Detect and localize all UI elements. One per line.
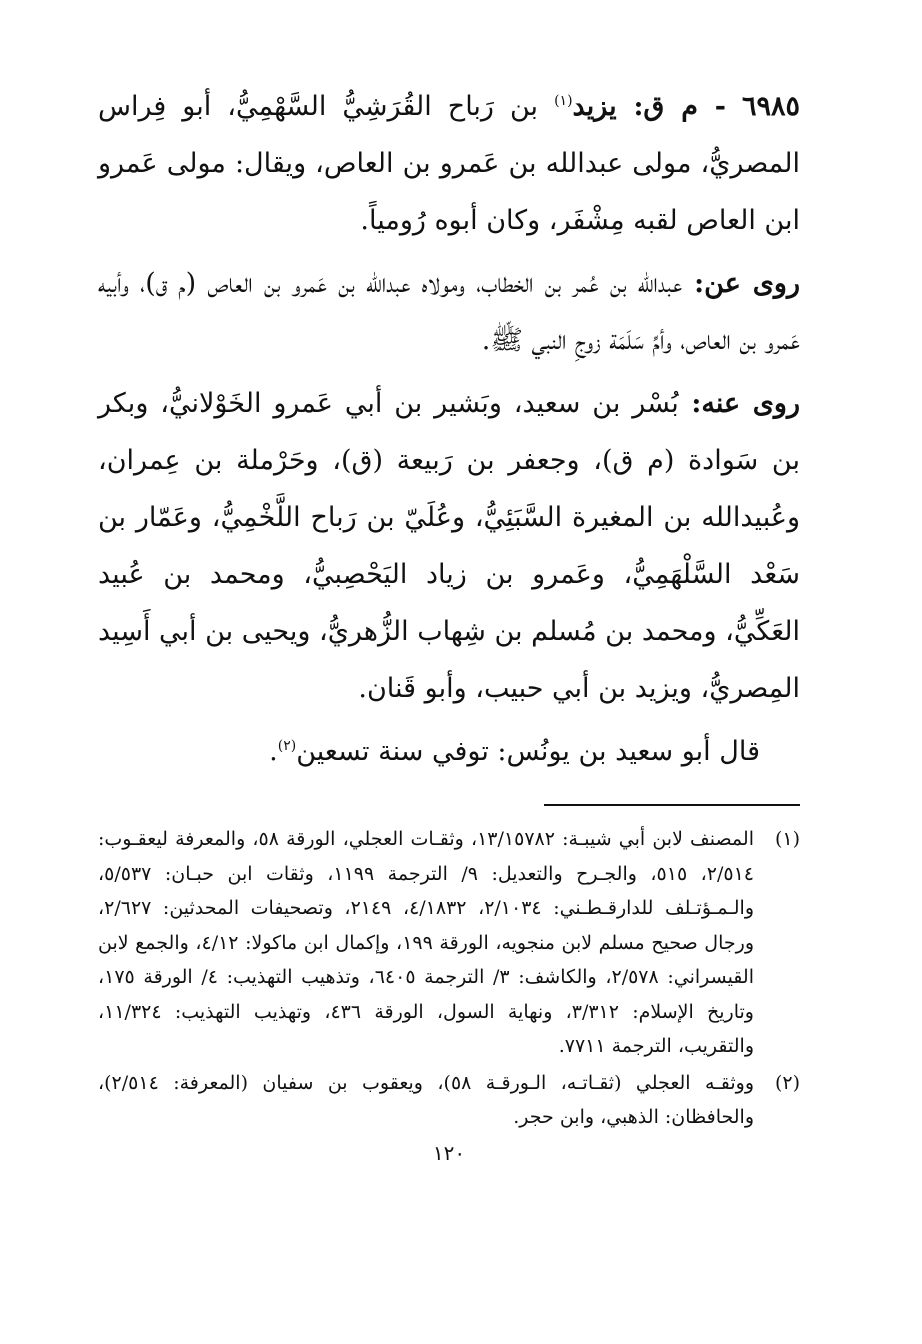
narrated-by-paragraph bbox=[98, 375, 800, 717]
entry-prefix: - م ق: bbox=[616, 91, 726, 122]
footnote-ref-2: (٢) bbox=[277, 738, 297, 754]
narrated-from-label: روى عن: bbox=[682, 268, 800, 299]
footnote-ref-1: (١) bbox=[554, 93, 573, 109]
closing-end: . bbox=[269, 736, 278, 767]
narrated-from-paragraph bbox=[98, 255, 800, 369]
closing-paragraph bbox=[98, 723, 800, 780]
entry-name: يزيد bbox=[572, 91, 617, 122]
footnote-text: المصنف لابن أبي شيبـة: ١٣/١٥٧٨٢، وثقـات العجلي، الورقة ٥٨، والمعرفة ليعقـوب: ٢/٥١٤، ٥١٥، والجـرح والتعديل: ٩/ الترجمة ١١٩٩، وثقات ابن حبـان: ٥/٥٣٧، والـمـؤتـلف للدارقـطـني: ٢/١٠٣٤، ٤/١٨٣٢، ٢١٤٩، وتصحيفات المحدثين: ٢/٦٢٧، ورجال صحيح مسلم لابن منجويه، الورقة ١٩٩، وإكمال ابن ماكولا: ٤/١٢، والجمع لابن القيسراني: ٢/٥٧٨، والكاشف: ٣/ الترجمة ٦٤٠٥، وتذهيب التهذيب: ٤/ الورقة ١٧٥، وتاريخ الإسلام: ٣/٣١٢، ونهاية السول، الورقة ٤٣٦، وتهذيب التهذيب: ١١/٣٢٤، والتقريب، الترجمة ٧٧١١. bbox=[98, 828, 755, 1057]
footnote-rule-wrap bbox=[98, 804, 800, 806]
footnote-number: (٢) bbox=[774, 1071, 800, 1094]
narrated-from-text: عبدالله بن عُمر بن الخطاب، ومولاه عبدالله بن عَمرو بن العاص (م ق)، وأبيه عَمرو بن العاص، وأمِّ سَلَمَة زوجِ النبي ﷺ. bbox=[98, 268, 800, 356]
footnote-1 bbox=[98, 822, 800, 1064]
narrated-by-label: روى عنه: bbox=[678, 388, 800, 419]
narrated-by-text: بُسْر بن سعيد، وبَشير بن أبي عَمرو الخَوْلانيُّ، وبكر بن سَوادة (م ق)، وجعفر بن رَبيعة (ق)، وحَرْملة بن عِمران، وعُبيدالله بن المغيرة السَّبَئِيُّ، وعُلَيّ بن رَباح اللَّخْمِيُّ، وعَمّار بن سَعْد السَّلْهَمِيُّ، وعَمرو بن زياد اليَحْصِبيُّ، ومحمد بن عُبيد العَكِّيُّ، ومحمد بن مُسلم بن شِهاب الزُّهريُّ، ويحيى بن أبي أَسِيد المِصريُّ، ويزيد بن أبي حبيب، وأبو قَنان. bbox=[98, 388, 800, 704]
main-text bbox=[98, 78, 800, 780]
footnotes bbox=[98, 822, 800, 1135]
entry-number: ٦٩٨٥ bbox=[741, 91, 800, 122]
closing-text: قال أبو سعيد بن يونُس: توفي سنة تسعين bbox=[296, 736, 760, 767]
entry-paragraph bbox=[98, 78, 800, 249]
entry-text: بن رَباح القُرَشِيُّ السَّهْمِيُّ، أبو فِراس المصريُّ، مولى عبدالله بن عَمرو بن العاص، ويقال: مولى عَمرو ابن العاص لقبه مِشْفَر، وكان أبوه رُومياً. bbox=[98, 91, 800, 236]
footnote-divider bbox=[544, 804, 800, 806]
document-page bbox=[98, 78, 800, 1165]
footnote-number: (١) bbox=[774, 828, 800, 850]
footnote-2 bbox=[98, 1066, 800, 1135]
page-number: ١٢٠ bbox=[432, 1140, 466, 1165]
footnote-text: ووثقـه العجلي (ثقـاتـه، الـورقـة ٥٨)، ويعقوب بن سفيان (المعرفة: ٢/٥١٤)، والحافظان: الذهبي، وابن حجر. bbox=[98, 1071, 754, 1128]
